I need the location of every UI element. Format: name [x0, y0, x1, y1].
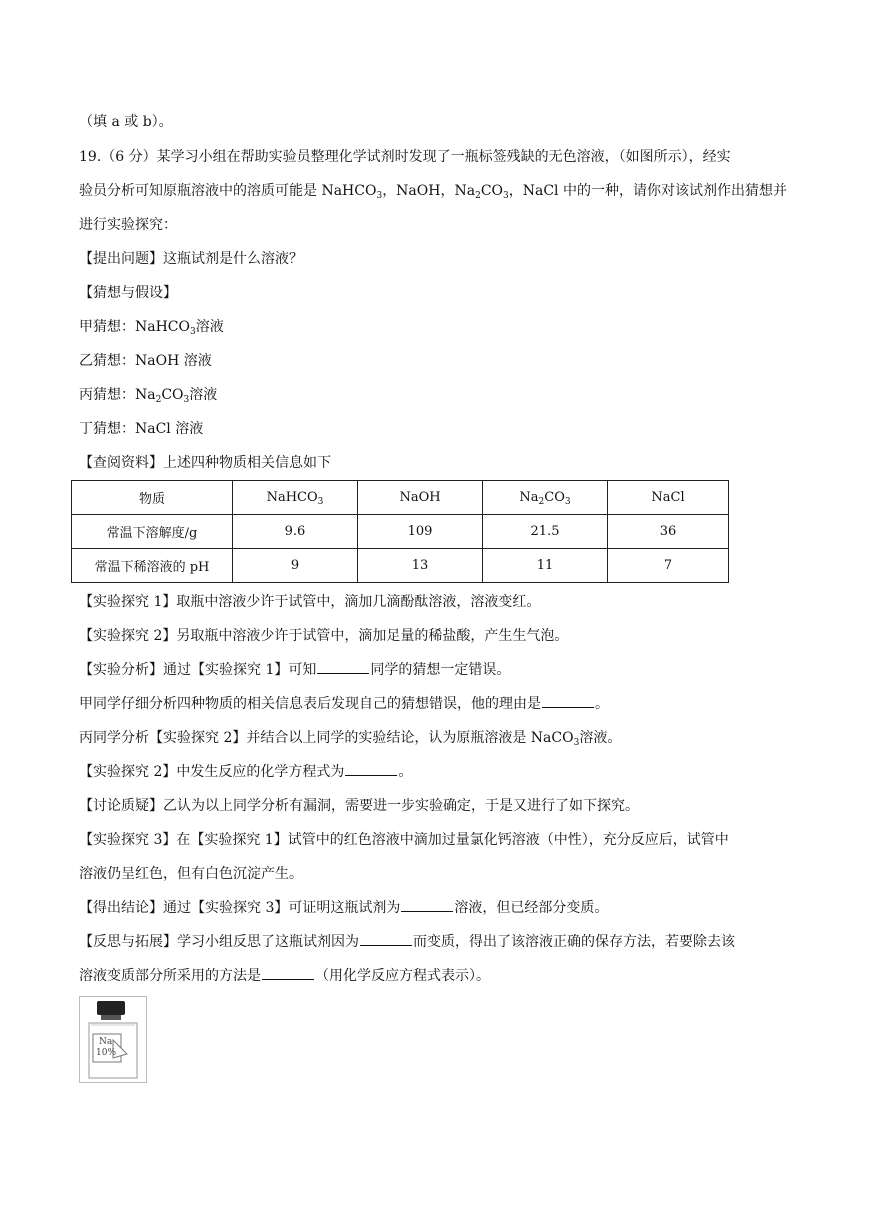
- table-cell: 常温下溶解度/g: [72, 515, 233, 549]
- reagent-bottle-icon: [79, 996, 147, 1083]
- text-span: 【实验探究 2】另取瓶中溶液少许于试管中，滴加足量的稀盐酸，产生生气泡。: [79, 628, 569, 644]
- answer-blank[interactable]: [317, 660, 369, 674]
- subscript: 3: [573, 738, 580, 748]
- cell-text: NaCl: [651, 490, 685, 505]
- properties-table: [71, 480, 729, 583]
- subscript: 3: [503, 191, 509, 201]
- section-heading: [79, 453, 331, 473]
- text-span: 溶液，但已经部分变质。: [454, 900, 609, 916]
- table-cell: 11: [483, 549, 608, 583]
- table-cell: 9: [233, 549, 358, 583]
- text-span: 验员分析可知原瓶溶液中的溶质可能是 NaHCO: [79, 183, 377, 199]
- text-span: 丙猜想：Na: [79, 387, 156, 403]
- question-header: [79, 147, 731, 167]
- text-span: 丁猜想：NaCl 溶液: [79, 421, 204, 437]
- analysis-line: [79, 728, 621, 748]
- hypothesis-bing: [79, 385, 217, 405]
- cell-text: NaOH: [399, 490, 441, 505]
- text-span: 【实验探究 1】取瓶中溶液少许于试管中，滴加几滴酚酞溶液，溶液变红。: [79, 594, 541, 610]
- subscript: 2: [475, 191, 481, 201]
- text-span: 溶液: [195, 319, 224, 335]
- text-span: 丙同学分析【实验探究 2】并结合以上同学的实验结论，认为原瓶溶液是 NaCO: [79, 730, 574, 746]
- analysis-line: [79, 660, 510, 680]
- answer-blank[interactable]: [262, 966, 314, 980]
- text-span: 【实验探究 2】中发生反应的化学方程式为: [79, 764, 345, 780]
- bottle-label-line1: Na: [99, 1037, 113, 1047]
- table-cell: 109: [358, 515, 483, 549]
- table-row: [72, 549, 729, 583]
- section-heading: [79, 283, 177, 303]
- text-span: 同学的猜想一定错误。: [370, 662, 511, 678]
- text-span: 甲同学仔细分析四种物质的相关信息表后发现自己的猜想错误，他的理由是: [79, 696, 541, 712]
- conclusion-line: [79, 898, 608, 918]
- subscript: 3: [317, 497, 324, 507]
- text-span: 【查阅资料】上述四种物质相关信息如下: [79, 455, 331, 471]
- text-span: 乙猜想：NaOH 溶液: [79, 353, 212, 369]
- text-span: 溶液: [189, 387, 218, 403]
- text-span: 溶液。: [579, 730, 622, 746]
- hypothesis-ding: [79, 419, 203, 439]
- table-header-row: [72, 481, 729, 515]
- cell-text: Na: [519, 490, 539, 505]
- table-cell: [233, 481, 358, 515]
- experiment-3: [79, 830, 729, 850]
- analysis-line: [79, 694, 609, 714]
- text-line: [79, 215, 177, 235]
- text-span: 而变质，得出了该溶液正确的保存方法，若要除去该: [413, 934, 735, 950]
- reflection-line: [79, 966, 490, 986]
- table-cell: 9.6: [233, 515, 358, 549]
- cell-text: NaHCO: [266, 490, 318, 505]
- cell-text: 物质: [138, 492, 165, 507]
- text-span: ，NaCl 中的一种，请你对该试剂作出猜想并: [508, 183, 787, 199]
- text-line: [79, 181, 787, 201]
- text-span: 19.（6 分）某学习小组在帮助实验员整理化学试剂时发现了一瓶标签残缺的无色溶液，（如图所示），经实: [79, 149, 731, 165]
- text-span: CO: [161, 387, 184, 403]
- hypothesis-yi: [79, 351, 212, 371]
- answer-blank[interactable]: [401, 898, 453, 912]
- text-span: ，NaOH，Na: [382, 183, 476, 199]
- subscript: 2: [155, 395, 162, 405]
- table-cell: 36: [608, 515, 729, 549]
- reflection-line: [79, 932, 735, 952]
- text-span: 溶液变质部分所采用的方法是: [79, 968, 261, 984]
- table-cell: 21.5: [483, 515, 608, 549]
- cell-text: CO: [544, 490, 565, 505]
- answer-blank[interactable]: [360, 932, 412, 946]
- experiment-2: [79, 626, 568, 646]
- text-span: 甲猜想：NaHCO: [79, 319, 190, 335]
- text-span: 【猜想与假设】: [79, 285, 177, 301]
- table-cell: [358, 481, 483, 515]
- text-line: [79, 864, 303, 884]
- text-span: 进行实验探究：: [79, 217, 177, 233]
- table-cell: 常温下稀溶液的 pH: [72, 549, 233, 583]
- text-span: 【实验探究 3】在【实验探究 1】试管中的红色溶液中滴加过量氯化钙溶液（中性），充分反应后，试管中: [79, 832, 729, 848]
- table-cell: 13: [358, 549, 483, 583]
- equation-line: [79, 762, 412, 782]
- table-cell: [72, 481, 233, 515]
- bottle-label-line2: 10%: [96, 1048, 117, 1058]
- table-cell: 7: [608, 549, 729, 583]
- text-span: 【反思与拓展】学习小组反思了这瓶试剂因为: [79, 934, 359, 950]
- hypothesis-jia: [79, 317, 224, 337]
- reagent-bottle-figure: [79, 996, 147, 1083]
- text-span: 【讨论质疑】乙认为以上同学分析有漏洞，需要进一步实验确定，于是又进行了如下探究。: [79, 798, 639, 814]
- table-row: [72, 515, 729, 549]
- experiment-1: [79, 592, 540, 612]
- table-cell: [608, 481, 729, 515]
- subscript: 2: [538, 497, 545, 507]
- subscript: 3: [190, 327, 196, 337]
- subscript: 3: [183, 395, 190, 405]
- text-span: 。: [398, 764, 413, 780]
- text-span: 【实验分析】通过【实验探究 1】可知: [79, 662, 317, 678]
- subscript: 3: [564, 497, 571, 507]
- answer-blank[interactable]: [345, 762, 397, 776]
- text-line: [79, 112, 173, 132]
- section-heading: [79, 249, 303, 269]
- text-span: 。: [595, 696, 609, 712]
- text-span: CO: [480, 183, 504, 199]
- text-span: 【得出结论】通过【实验探究 3】可证明这瓶试剂为: [79, 900, 401, 916]
- subscript: 3: [376, 191, 383, 201]
- discussion-line: [79, 796, 639, 816]
- text-span: （用化学反应方程式表示）。: [315, 968, 490, 984]
- text-span: （填 a 或 b）。: [79, 114, 173, 130]
- table-cell: [483, 481, 608, 515]
- text-span: 【提出问题】这瓶试剂是什么溶液？: [79, 251, 303, 267]
- text-span: 溶液仍呈红色，但有白色沉淀产生。: [79, 866, 303, 882]
- answer-blank[interactable]: [542, 694, 594, 708]
